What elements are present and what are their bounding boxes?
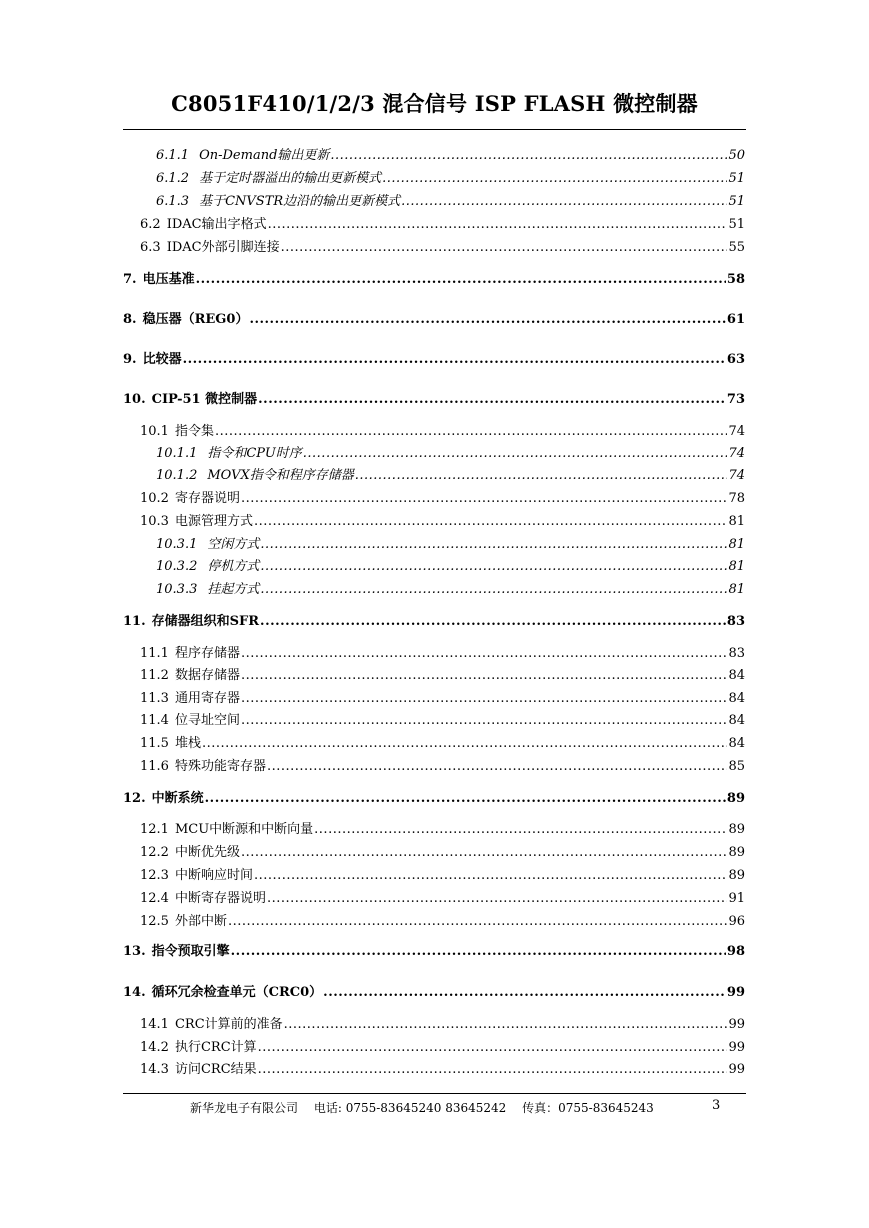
toc-dot-leader xyxy=(241,491,727,507)
toc-entry-page: 61 xyxy=(726,312,745,327)
toc-dot-leader xyxy=(284,1017,728,1033)
toc-dot-leader xyxy=(258,392,726,408)
toc-dot-leader xyxy=(281,240,728,256)
toc-dot-leader xyxy=(241,713,727,729)
toc-dot-leader xyxy=(241,691,727,707)
toc-entry-number: 10.3 xyxy=(140,514,169,529)
toc-entry[interactable] xyxy=(140,424,745,440)
toc-entry-title: 空闲方式 xyxy=(207,537,260,552)
toc-dot-leader xyxy=(205,791,726,807)
toc-entry-page: 81 xyxy=(728,537,745,552)
toc-dot-leader xyxy=(258,1062,728,1078)
toc-entry[interactable] xyxy=(140,713,745,729)
toc-dot-leader xyxy=(241,845,727,861)
toc-entry-title: 数据存储器 xyxy=(174,668,240,683)
toc-dot-leader xyxy=(241,646,727,662)
toc-entry-number: 6.1.3 xyxy=(156,194,190,209)
toc-entry-title: 中断响应时间 xyxy=(174,868,253,883)
toc-entry-page: 58 xyxy=(726,272,745,287)
toc-dot-leader xyxy=(355,468,728,484)
toc-dot-leader xyxy=(260,614,726,630)
footer-divider xyxy=(123,1093,746,1094)
toc-entry[interactable] xyxy=(140,736,745,752)
footer-company: 新华龙电子有限公司 xyxy=(190,1101,299,1115)
toc-dot-leader xyxy=(268,217,728,233)
toc-entry-title: 执行CRC计算 xyxy=(174,1040,257,1055)
toc-entry-title: 中断寄存器说明 xyxy=(174,891,266,906)
toc-entry-title: 指令和CPU时序 xyxy=(207,446,302,461)
toc-entry[interactable] xyxy=(140,845,745,861)
toc-entry[interactable] xyxy=(140,491,745,507)
toc-entry[interactable] xyxy=(123,312,745,328)
toc-entry[interactable] xyxy=(140,822,745,838)
toc-entry-number: 12.1 xyxy=(140,822,169,837)
toc-entry-title: 位寻址空间 xyxy=(174,713,240,728)
toc-dot-leader xyxy=(215,424,727,440)
toc-entry-title: 循环冗余检查单元（CRC0） xyxy=(151,985,323,1000)
toc-dot-leader xyxy=(401,194,727,210)
toc-entry-number: 9. xyxy=(123,352,137,367)
toc-entry-number: 12.2 xyxy=(140,845,169,860)
toc-entry-title: 特殊功能寄存器 xyxy=(174,759,266,774)
footer-fax: 传真：0755-83645243 xyxy=(522,1101,654,1115)
toc-entry-page: 99 xyxy=(728,1040,745,1055)
toc-dot-leader xyxy=(249,312,725,328)
toc-entry-number: 6.1.2 xyxy=(156,171,190,186)
toc-dot-leader xyxy=(303,446,728,462)
toc-entry-number: 11.4 xyxy=(140,713,169,728)
toc-entry-number: 14.3 xyxy=(140,1062,169,1077)
toc-entry[interactable] xyxy=(123,985,745,1001)
toc-entry-page: 99 xyxy=(728,1017,745,1032)
toc-entry-number: 11.3 xyxy=(140,691,169,706)
toc-entry-number: 10.3.2 xyxy=(156,559,198,574)
toc-entry[interactable] xyxy=(140,914,745,930)
toc-entry-number: 10.1 xyxy=(140,424,169,439)
toc-entry-title: 通用寄存器 xyxy=(174,691,240,706)
toc-dot-leader xyxy=(202,736,727,752)
toc-entry-number: 8. xyxy=(123,312,137,327)
toc-entry-number: 11. xyxy=(123,614,146,629)
toc-entry-number: 11.1 xyxy=(140,646,169,661)
toc-entry-number: 12.4 xyxy=(140,891,169,906)
toc-entry-title: 基于CNVSTR边沿的输出更新模式 xyxy=(199,194,401,209)
toc-entry[interactable] xyxy=(123,352,745,368)
toc-entry-title: IDAC外部引脚连接 xyxy=(166,240,280,255)
toc-entry-page: 84 xyxy=(728,713,745,728)
toc-entry-page: 51 xyxy=(728,194,745,209)
toc-entry-title: 寄存器说明 xyxy=(174,491,240,506)
toc-entry-number: 14.2 xyxy=(140,1040,169,1055)
toc-entry-title: 存储器组织和SFR xyxy=(151,614,260,629)
toc-entry[interactable] xyxy=(140,691,745,707)
toc-entry-page: 51 xyxy=(728,171,745,186)
toc-entry[interactable] xyxy=(140,891,745,907)
toc-dot-leader xyxy=(231,944,726,960)
toc-dot-leader xyxy=(260,537,727,553)
toc-entry-title: 指令预取引擎 xyxy=(151,944,230,959)
toc-dot-leader xyxy=(267,891,727,907)
toc-entry-title: 停机方式 xyxy=(207,559,260,574)
toc-entry-page: 74 xyxy=(728,446,745,461)
toc-entry[interactable] xyxy=(123,614,745,630)
toc-entry-title: 基于定时器溢出的输出更新模式 xyxy=(199,171,382,186)
toc-entry-page: 84 xyxy=(728,736,745,751)
toc-entry-page: 50 xyxy=(728,148,745,163)
toc-entry-page: 74 xyxy=(728,424,745,439)
toc-entry-number: 6.2 xyxy=(140,217,161,232)
toc-entry-title: 比较器 xyxy=(142,352,182,367)
footer-phone: 电话: 0755-83645240 83645242 xyxy=(313,1101,507,1115)
toc-entry-title: CRC计算前的准备 xyxy=(174,1017,283,1032)
toc-entry-number: 12.3 xyxy=(140,868,169,883)
toc-entry[interactable] xyxy=(156,171,745,187)
toc-entry-title: 稳压器（REG0） xyxy=(142,312,249,327)
toc-entry[interactable] xyxy=(156,468,745,484)
toc-entry-page: 96 xyxy=(728,914,745,929)
toc-entry[interactable] xyxy=(140,1062,745,1078)
toc-entry-page: 55 xyxy=(728,240,745,255)
toc-entry-number: 10.2 xyxy=(140,491,169,506)
toc-entry[interactable] xyxy=(140,868,745,884)
toc-entry-page: 85 xyxy=(728,759,745,774)
toc-entry-title: 挂起方式 xyxy=(207,582,260,597)
toc-entry-title: 指令集 xyxy=(174,424,214,439)
toc-entry[interactable] xyxy=(156,194,745,210)
toc-entry[interactable] xyxy=(140,668,745,684)
toc-entry[interactable] xyxy=(123,791,745,807)
toc-entry[interactable] xyxy=(140,1040,745,1056)
toc-dot-leader xyxy=(330,148,727,164)
toc-entry[interactable] xyxy=(123,392,745,408)
toc-entry[interactable] xyxy=(140,240,745,256)
toc-entry-page: 98 xyxy=(726,944,745,959)
toc-entry-number: 6.3 xyxy=(140,240,161,255)
toc-entry-number: 7. xyxy=(123,272,137,287)
toc-dot-leader xyxy=(183,352,726,368)
toc-entry[interactable] xyxy=(140,759,745,775)
toc-entry-page: 89 xyxy=(726,791,745,806)
toc-entry-page: 51 xyxy=(728,217,745,232)
toc-entry-page: 91 xyxy=(728,891,745,906)
toc-entry[interactable] xyxy=(156,582,745,598)
toc-entry-page: 83 xyxy=(728,646,745,661)
toc-entry-title: 程序存储器 xyxy=(174,646,240,661)
toc-dot-leader xyxy=(323,985,726,1001)
toc-entry-title: MOVX指令和程序存储器 xyxy=(207,468,354,483)
toc-dot-leader xyxy=(260,559,727,575)
toc-entry-page: 89 xyxy=(728,822,745,837)
toc-entry-page: 81 xyxy=(728,559,745,574)
toc-entry[interactable] xyxy=(140,217,745,233)
toc-entry-title: 访问CRC结果 xyxy=(174,1062,257,1077)
toc-entry-number: 12.5 xyxy=(140,914,169,929)
toc-dot-leader xyxy=(254,868,727,884)
toc-entry-page: 63 xyxy=(726,352,745,367)
toc-entry[interactable] xyxy=(156,537,745,553)
toc-dot-leader xyxy=(196,272,726,288)
toc-entry-number: 11.6 xyxy=(140,759,169,774)
toc-entry-page: 99 xyxy=(728,1062,745,1077)
toc-dot-leader xyxy=(254,514,727,530)
toc-entry[interactable] xyxy=(156,559,745,575)
toc-entry-page: 81 xyxy=(728,514,745,529)
toc-entry-number: 14.1 xyxy=(140,1017,169,1032)
toc-entry-page: 81 xyxy=(728,582,745,597)
toc-entry-page: 84 xyxy=(728,691,745,706)
toc-entry-number: 10. xyxy=(123,392,146,407)
toc-entry-number: 6.1.1 xyxy=(156,148,190,163)
toc-entry-title: 电源管理方式 xyxy=(174,514,253,529)
page-header-title: C8051F410/1/2/3 混合信号 ISP FLASH 微控制器 xyxy=(171,91,698,116)
toc-entry-page: 84 xyxy=(728,668,745,683)
toc-entry-number: 10.3.1 xyxy=(156,537,198,552)
toc-entry-title: 外部中断 xyxy=(174,914,227,929)
toc-dot-leader xyxy=(260,582,727,598)
toc-entry[interactable] xyxy=(140,1017,745,1033)
toc-entry-page: 83 xyxy=(726,614,745,629)
toc-entry-title: MCU中断源和中断向量 xyxy=(174,822,314,837)
toc-dot-leader xyxy=(241,668,727,684)
toc-entry-title: 堆栈 xyxy=(174,736,201,751)
toc-entry[interactable] xyxy=(140,646,745,662)
toc-entry-title: 电压基准 xyxy=(142,272,195,287)
toc-entry-number: 12. xyxy=(123,791,146,806)
toc-entry-number: 10.3.3 xyxy=(156,582,198,597)
toc-entry-page: 78 xyxy=(728,491,745,506)
toc-entry-number: 14. xyxy=(123,985,146,1000)
toc-entry-page: 89 xyxy=(728,845,745,860)
toc-entry-title: On-Demand输出更新 xyxy=(199,148,330,163)
toc-entry[interactable] xyxy=(123,944,745,960)
toc-entry-page: 74 xyxy=(728,468,745,483)
toc-entry-page: 73 xyxy=(726,392,745,407)
toc-entry-number: 10.1.1 xyxy=(156,446,198,461)
toc-entry-title: 中断优先级 xyxy=(174,845,240,860)
page-number: 3 xyxy=(712,1098,721,1113)
toc-entry-number: 10.1.2 xyxy=(156,468,198,483)
toc-entry-number: 11.2 xyxy=(140,668,169,683)
toc-entry-title: 中断系统 xyxy=(151,791,204,806)
toc-entry[interactable] xyxy=(123,272,745,288)
toc-dot-leader xyxy=(258,1040,728,1056)
toc-entry-page: 99 xyxy=(726,985,745,1000)
toc-dot-leader xyxy=(382,171,727,187)
toc-entry-number: 13. xyxy=(123,944,146,959)
toc-entry-title: CIP-51 微控制器 xyxy=(151,392,258,407)
page-footer xyxy=(190,1099,666,1116)
toc-entry[interactable] xyxy=(156,446,745,462)
toc-entry[interactable] xyxy=(156,148,745,164)
toc-dot-leader xyxy=(228,914,727,930)
toc-dot-leader xyxy=(314,822,727,838)
toc-entry-title: IDAC输出字格式 xyxy=(166,217,267,232)
toc-entry[interactable] xyxy=(140,514,745,530)
toc-dot-leader xyxy=(267,759,727,775)
toc-entry-number: 11.5 xyxy=(140,736,169,751)
toc-entry-page: 89 xyxy=(728,868,745,883)
